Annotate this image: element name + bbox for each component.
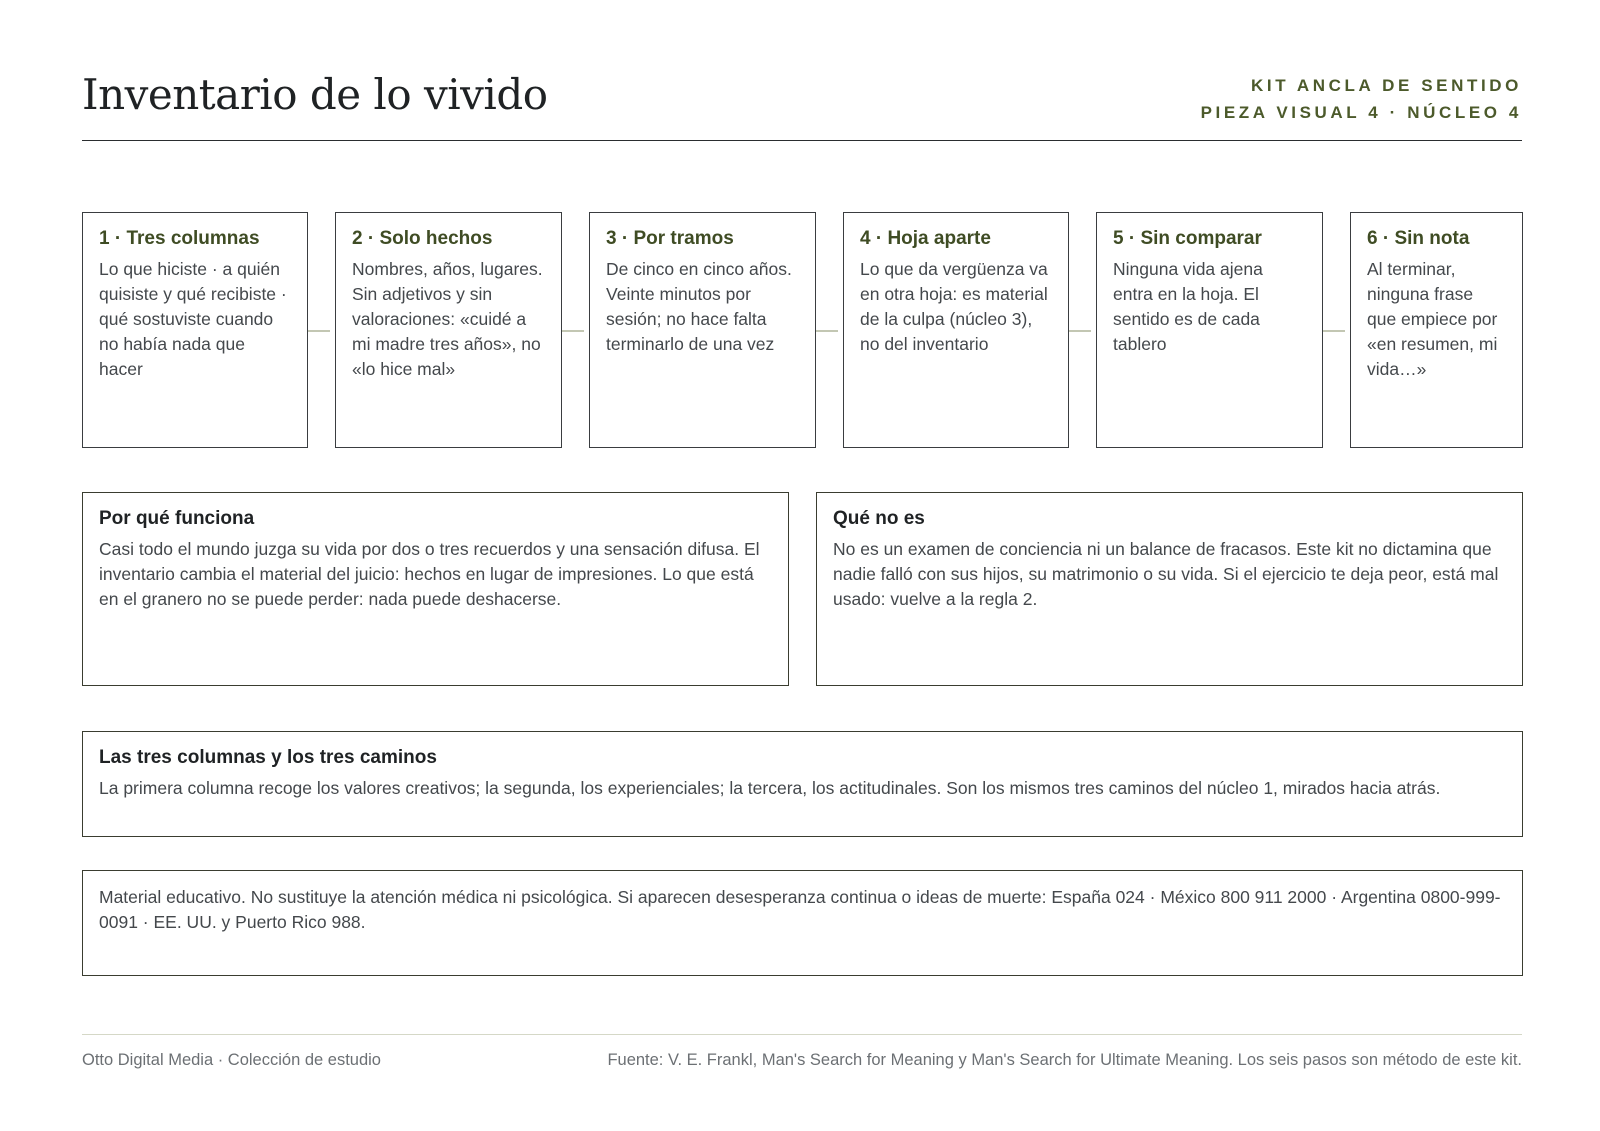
footer-source: Fuente: V. E. Frankl, Man's Search for Meaning y Man's Search for Ultimate Meaning. Los seis pasos son método de este kit. [607, 1051, 1522, 1069]
step-connector [814, 330, 838, 332]
three-paths-box [82, 731, 1523, 837]
step-card-1 [82, 212, 308, 448]
step-title: 3 · Por tramos [606, 228, 734, 249]
step-title: 2 · Solo hechos [352, 228, 493, 249]
piece-label: PIEZA VISUAL 4 · NÚCLEO 4 [1200, 103, 1522, 122]
step-title: 1 · Tres columnas [99, 228, 260, 249]
step-card-6 [1350, 212, 1523, 448]
whatnot-body: No es un examen de conciencia ni un balance de fracasos. Este kit no dictamina que nadie falló con sus hijos, su matrimonio o su vida. Si el ejercicio te deja peor, está mal usado: vuelve a la regla 2. [833, 539, 1499, 609]
step-card-4 [843, 212, 1069, 448]
disclaimer-box [82, 870, 1523, 976]
step-connector [306, 330, 330, 332]
step-body: Lo que da vergüenza va en otra hoja: es material de la culpa (núcleo 3), no del inventario [860, 259, 1048, 354]
kit-label [1201, 72, 1522, 126]
page-title: Inventario de lo vivido [82, 70, 548, 119]
paths-title: Las tres columnas y los tres caminos [99, 747, 437, 768]
why-it-works-box [82, 492, 789, 686]
step-card-3 [589, 212, 816, 448]
step-body: De cinco en cinco años. Veinte minutos por sesión; no hace falta terminarlo de una vez [606, 259, 792, 354]
step-title: 6 · Sin nota [1367, 228, 1470, 249]
step-card-2 [335, 212, 562, 448]
page-header [82, 64, 1522, 141]
step-connector [1067, 330, 1091, 332]
step-body: Al terminar, ninguna frase que empiece por «en resumen, mi vida…» [1367, 259, 1498, 379]
step-connector [1321, 330, 1345, 332]
why-title: Por qué funciona [99, 508, 255, 529]
steps-row [82, 212, 1524, 448]
what-it-is-not-box [816, 492, 1523, 686]
step-title: 5 · Sin comparar [1113, 228, 1262, 249]
step-connector [560, 330, 584, 332]
step-body: Ninguna vida ajena entra en la hoja. El sentido es de cada tablero [1113, 259, 1263, 354]
kit-name: KIT ANCLA DE SENTIDO [1251, 76, 1522, 95]
why-body: Casi todo el mundo juzga su vida por dos o tres recuerdos y una sensación difusa. El inventario cambia el material del juicio: hechos en lugar de impresiones. Lo que está en el granero no se puede perder: nada puede deshacerse. [99, 539, 760, 609]
footer-publisher: Otto Digital Media · Colección de estudio [82, 1051, 381, 1069]
step-card-5 [1096, 212, 1323, 448]
step-body: Lo que hiciste · a quién quisiste y qué recibiste · qué sostuviste cuando no había nada que hacer [99, 259, 287, 379]
whatnot-title: Qué no es [833, 508, 925, 529]
footer-divider [82, 1034, 1522, 1035]
disclaimer-body: Material educativo. No sustituye la atención médica ni psicológica. Si aparecen desesperanza continua o ideas de muerte: España 024 · México 800 911 2000 · Argentina 0800-999-0091 · EE. UU. y Puerto Rico 988. [99, 887, 1501, 932]
step-title: 4 · Hoja aparte [860, 228, 991, 249]
step-body: Nombres, años, lugares. Sin adjetivos y sin valoraciones: «cuidé a mi madre tres años», no «lo hice mal» [352, 259, 543, 379]
paths-body: La primera columna recoge los valores creativos; la segunda, los experienciales; la tercera, los actitudinales. Son los mismos tres caminos del núcleo 1, mirados hacia atrás. [99, 778, 1441, 798]
